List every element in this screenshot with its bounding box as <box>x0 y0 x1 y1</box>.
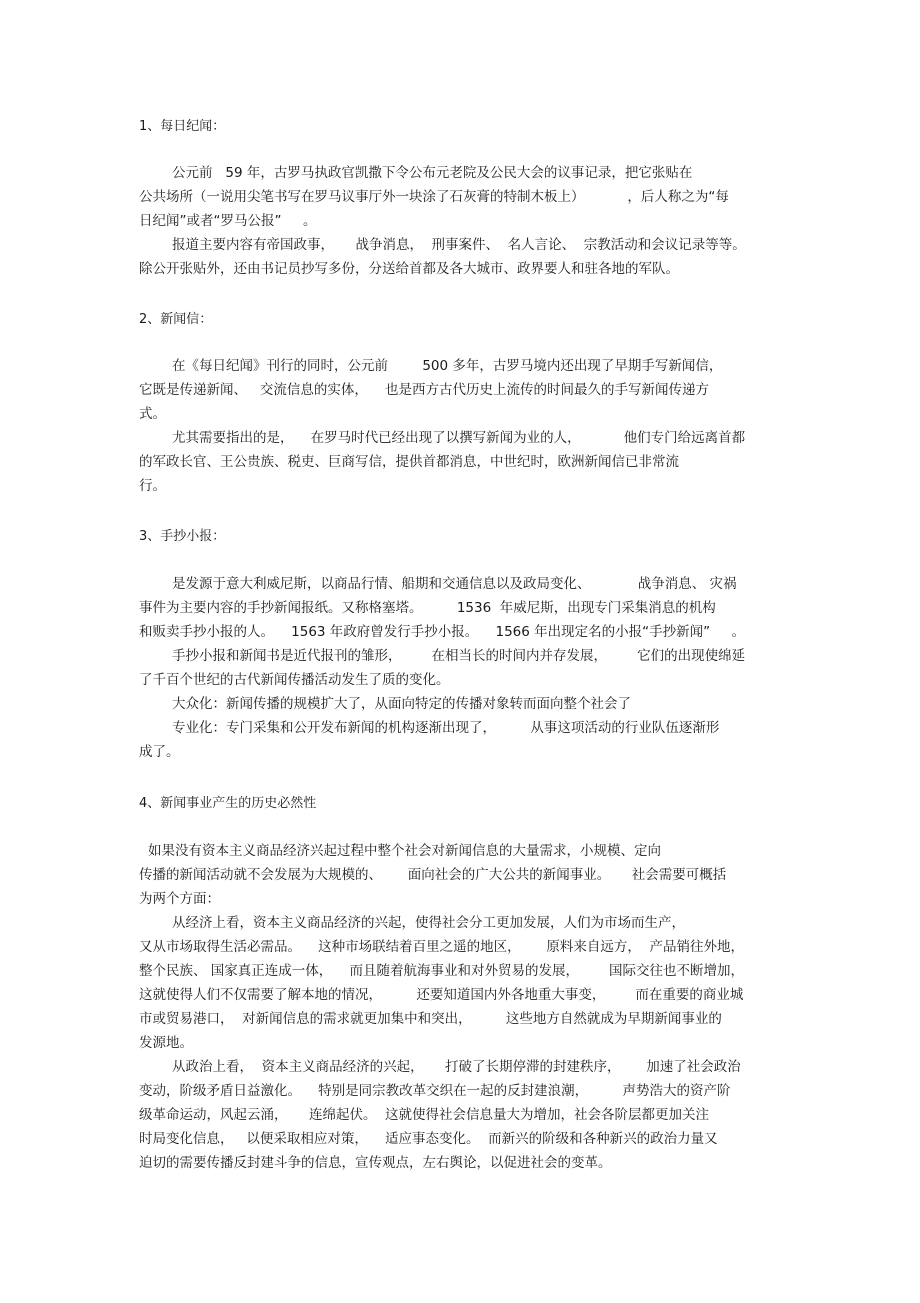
section-2-line: 行。 <box>139 478 166 494</box>
section-1-line: 公共场所（一说用尖笔书写在罗马议事厅外一块涂了石灰膏的特制木板上） ，后人称之为“每 <box>139 189 729 205</box>
section-4-line: 如果没有资本主义商品经济兴起过程中整个社会对新闻信息的大量需求，小规模、定向 <box>148 843 661 859</box>
section-2-line: 式。 <box>139 406 166 422</box>
section-3-line: 是发源于意大利威尼斯，以商品行情、船期和交通信息以及政局变化、 战争消息、 灾祸 <box>172 576 737 592</box>
section-3-line: 大众化：新闻传播的规模扩大了，从面向特定的传播对象转而面向整个社会了 <box>172 696 631 712</box>
section-1-line: 公元前 59 年，古罗马执政官凯撒下令公布元老院及公民大会的议事记录，把它张贴在 <box>172 165 693 181</box>
section-3-line: 和贩卖手抄小报的人。 1563 年政府曾发行手抄小报。 1566 年出现定名的小报“手抄新闻” 。 <box>139 624 746 640</box>
section-3-heading: 3、手抄小报： <box>139 529 226 544</box>
section-4-line: 从政治上看， 资本主义商品经济的兴起， 打破了长期停滞的封建秩序， 加速了社会政治 <box>172 1059 741 1075</box>
section-4-line: 传播的新闻活动就不会发展为大规模的、 面向社会的广大公共的新闻事业。 社会需要可概括 <box>139 867 727 883</box>
section-3-line: 专业化：专门采集和公开发布新闻的机构逐渐出现了， 从事这项活动的行业队伍逐渐形 <box>172 720 720 736</box>
section-4-line: 级革命运动，风起云涌， 连绵起伏。 这就使得社会信息量大为增加，社会各阶层都更加关注 <box>139 1107 710 1123</box>
section-2-line: 的军政长官、王公贵族、税吏、巨商写信，提供首都消息，中世纪时，欧洲新闻信已非常流 <box>139 454 679 470</box>
section-4-heading: 4、新闻事业产生的历史必然性 <box>139 796 317 811</box>
section-3-line: 手抄小报和新闻书是近代报刊的雏形， 在相当长的时间内并存发展， 它们的出现使绵延 <box>172 648 746 664</box>
section-4-line: 又从市场取得生活必需品。 这种市场联结着百里之遥的地区， 原料来自远方， 产品销往外地， <box>139 939 744 955</box>
section-3-line: 了千百个世纪的古代新闻传播活动发生了质的变化。 <box>139 672 450 688</box>
section-2-line: 在《每日纪闻》刊行的同时，公元前 500 多年，古罗马境内还出现了早期手写新闻信， <box>172 358 723 374</box>
section-4-line: 时局变化信息， 以便采取相应对策， 适应事态变化。 而新兴的阶级和各种新兴的政治力量又 <box>139 1131 718 1147</box>
section-1-line: 报道主要内容有帝国政事， 战争消息， 刑事案件、 名人言论、 宗教活动和会议记录等等。 <box>172 237 746 253</box>
section-4-line: 为两个方面： <box>139 891 220 907</box>
section-1-line: 日纪闻”或者“罗马公报” 。 <box>139 213 317 229</box>
section-1-heading: 1、每日纪闻： <box>139 119 226 134</box>
section-4-line: 整个民族、 国家真正连成一体， 而且随着航海事业和对外贸易的发展， 国际交往也不断增加， <box>139 963 744 979</box>
section-4-line: 市或贸易港口， 对新闻信息的需求就更加集中和突出， 这些地方自然就成为早期新闻事业的 <box>139 1011 722 1027</box>
section-4-line: 变动，阶级矛盾日益激化。 特别是同宗教改革交织在一起的反封建浪潮， 声势浩大的资产阶 <box>139 1083 731 1099</box>
section-2-line: 尤其需要指出的是， 在罗马时代已经出现了以撰写新闻为业的人， 他们专门给远离首都 <box>172 430 746 446</box>
section-4-line: 发源地。 <box>139 1035 193 1051</box>
section-3-line: 事件为主要内容的手抄新闻报纸。又称格塞塔。 1536 年威尼斯，出现专门采集消息的机构 <box>139 600 716 616</box>
section-4-line: 迫切的需要传播反封建斗争的信息，宣传观点，左右舆论，以促进社会的变革。 <box>139 1155 612 1171</box>
section-4-line: 这就使得人们不仅需要了解本地的情况， 还要知道国内外各地重大事变， 而在重要的商业城 <box>139 987 744 1003</box>
section-4-line: 从经济上看，资本主义商品经济的兴起，使得社会分工更加发展，人们为市场而生产， <box>172 915 685 931</box>
section-1-line: 除公开张贴外，还由书记员抄写多份，分送给首都及各大城市、政界要人和驻各地的军队。 <box>139 261 679 277</box>
section-2-line: 它既是传递新闻、 交流信息的实体， 也是西方古代历史上流传的时间最久的手写新闻传递方 <box>139 382 710 398</box>
section-3-line: 成了。 <box>139 744 180 760</box>
section-2-heading: 2、新闻信： <box>139 312 213 327</box>
